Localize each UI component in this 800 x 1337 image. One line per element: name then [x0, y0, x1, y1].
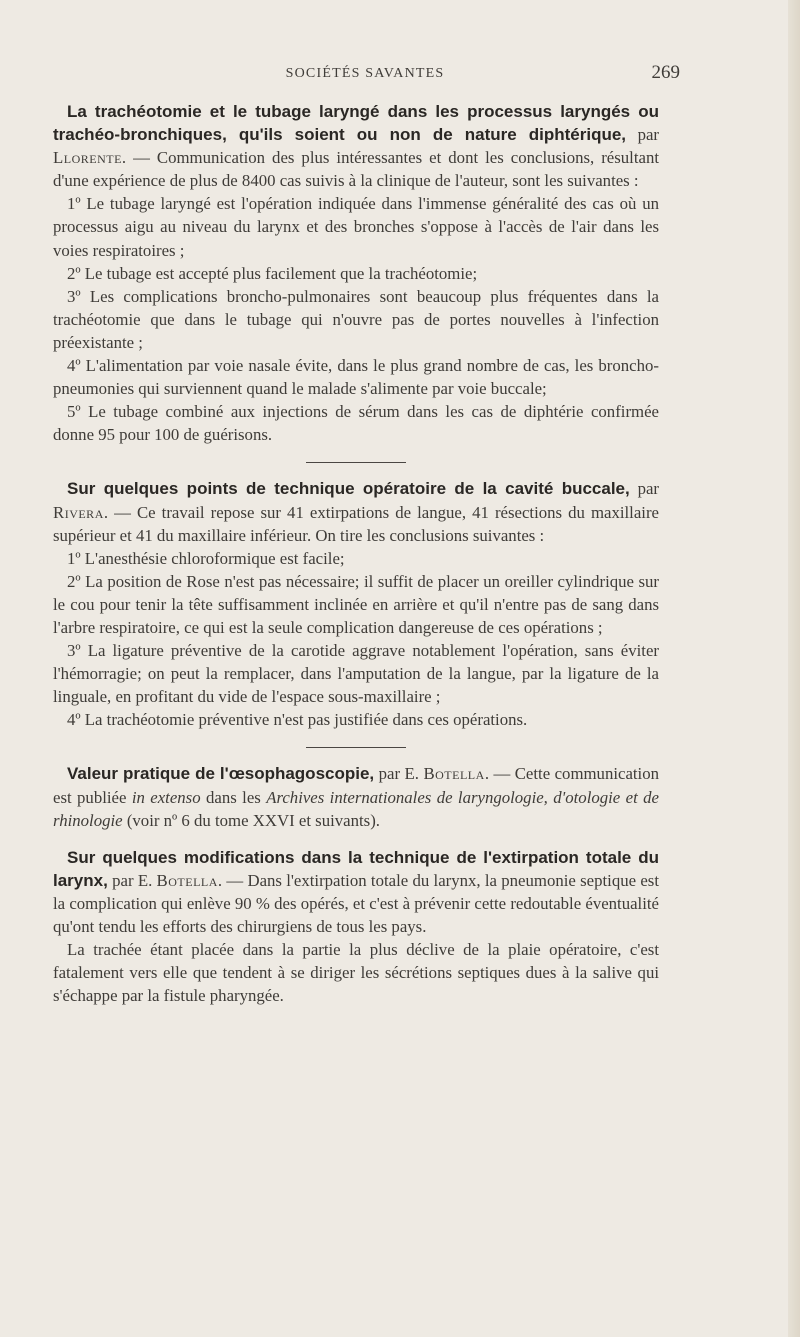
page-number: 269	[651, 62, 680, 83]
separator-rule	[306, 747, 406, 748]
article-author: Rivera	[53, 502, 104, 522]
conclusion-item: 3º Les complications broncho-pulmonaires sont beaucoup plus fréquentes dans la trachéotomie que dans le tubage qui n'ouvre pas de portes nouvelles à l'infection préexistante ;	[53, 286, 659, 352]
article-intro	[53, 477, 659, 546]
article-author: Llorente	[53, 148, 122, 168]
article-oesophagoscopie	[53, 762, 659, 831]
article-intro	[53, 762, 659, 831]
article-title: Sur quelques points de technique opératoire de la cavité buccale,	[67, 479, 630, 499]
article-intro-text: . — Dans l'extirpation totale du larynx, la pneumonie septique est la complication qui enlève 90 % des opérés, et c'est à prévenir cette redoutable éventualité qu'ont tendu les efforts des chirurgiens de tous les pays.	[53, 870, 659, 936]
article-author: Botella	[156, 870, 218, 890]
running-head: SOCIÉTÉS SAVANTES	[285, 66, 445, 81]
article-text: (voir nº 6 du tome XXVI et suivants).	[122, 810, 380, 830]
article-intro	[53, 100, 659, 192]
conclusion-item: 5º Le tubage combiné aux injections de sérum dans les cas de diphtérie confirmée donne 95 pour 100 de guérisons.	[53, 402, 659, 445]
conclusion-item: 2º La position de Rose n'est pas nécessaire; il suffit de placer un oreiller cylindrique sur le cou pour tenir la tête suffisamment inclinée en arrière et qu'il n'entre pas de sang dans l'arbre respiratoire, ce qui est la seule complication dangereuse de ces opérations ;	[53, 571, 659, 637]
journal-title: Archives internationales de laryngologie, d'otologie et de rhinologie	[53, 787, 659, 830]
page-body	[53, 100, 659, 1007]
article-technique-buccale	[53, 477, 659, 731]
conclusion-item: 2º Le tubage est accepté plus facilement que la trachéotomie;	[67, 263, 478, 283]
separator-rule	[306, 462, 406, 463]
article-by: par	[626, 125, 659, 145]
conclusion-item: 1º Le tubage laryngé est l'opération indiquée dans l'immense généralité des cas où un processus aigu au niveau du larynx et des bronches s'oppose à l'accès de l'air dans les voies respiratoires ;	[53, 194, 659, 260]
latin-phrase: in extenso	[131, 787, 201, 807]
article-text: . — Cette communication est publiée	[53, 764, 660, 807]
page-edge	[788, 0, 800, 1337]
article-by: par E.	[374, 764, 424, 784]
article-paragraph: La trachée étant placée dans la partie la plus déclive de la plaie opératoire, c'est fatalement vers elle que tendent à se diriger les sécrétions septiques dues à la salive qui s'échappe par la fistule pharyngée.	[53, 940, 659, 1006]
article-title: Sur quelques modifications dans la technique de l'extirpation totale du larynx,	[53, 847, 659, 890]
article-text: dans les	[200, 787, 267, 807]
page-header	[50, 62, 680, 86]
conclusion-item: 4º L'alimentation par voie nasale évite, dans le plus grand nombre de cas, les broncho-pneumonies qui surviennent quand le malade s'alimente par voie buccale;	[53, 356, 659, 399]
conclusion-item: 1º L'anesthésie chloroformique est facile;	[67, 548, 345, 568]
article-title: La trachéotomie et le tubage laryngé dans les processus laryngés ou trachéo-bronchiques, qu'ils soient ou non de nature diphtérique,	[53, 102, 659, 145]
article-extirpation-larynx	[53, 846, 659, 1008]
article-intro-text: . — Ce travail repose sur 41 extirpations de langue, 41 résections du maxillaire supérieur et 41 du maxillaire inférieur. On tire les conclusions suivantes :	[53, 502, 659, 545]
article-intro-text: . — Communication des plus intéressantes et dont les conclusions, résultant d'une expérience de plus de 8400 cas suivis à la clinique de l'auteur, sont les suivantes :	[53, 148, 659, 191]
article-by: par	[629, 479, 659, 499]
conclusion-item: 4º La trachéotomie préventive n'est pas justifiée dans ces opérations.	[67, 710, 528, 730]
article-intro	[53, 846, 659, 938]
article-author: Botella	[423, 764, 485, 784]
conclusion-item: 3º La ligature préventive de la carotide aggrave notablement l'opération, sans éviter l'hémorragie; on peut la remplacer, dans l'amputation de la langue, par la ligature de la linguale, en profitant du vide de l'espace sous-maxillaire ;	[53, 641, 659, 707]
article-by: par E.	[107, 870, 157, 890]
article-tracheotomie	[53, 100, 659, 446]
article-title: Valeur pratique de l'œsophagoscopie,	[67, 764, 375, 784]
